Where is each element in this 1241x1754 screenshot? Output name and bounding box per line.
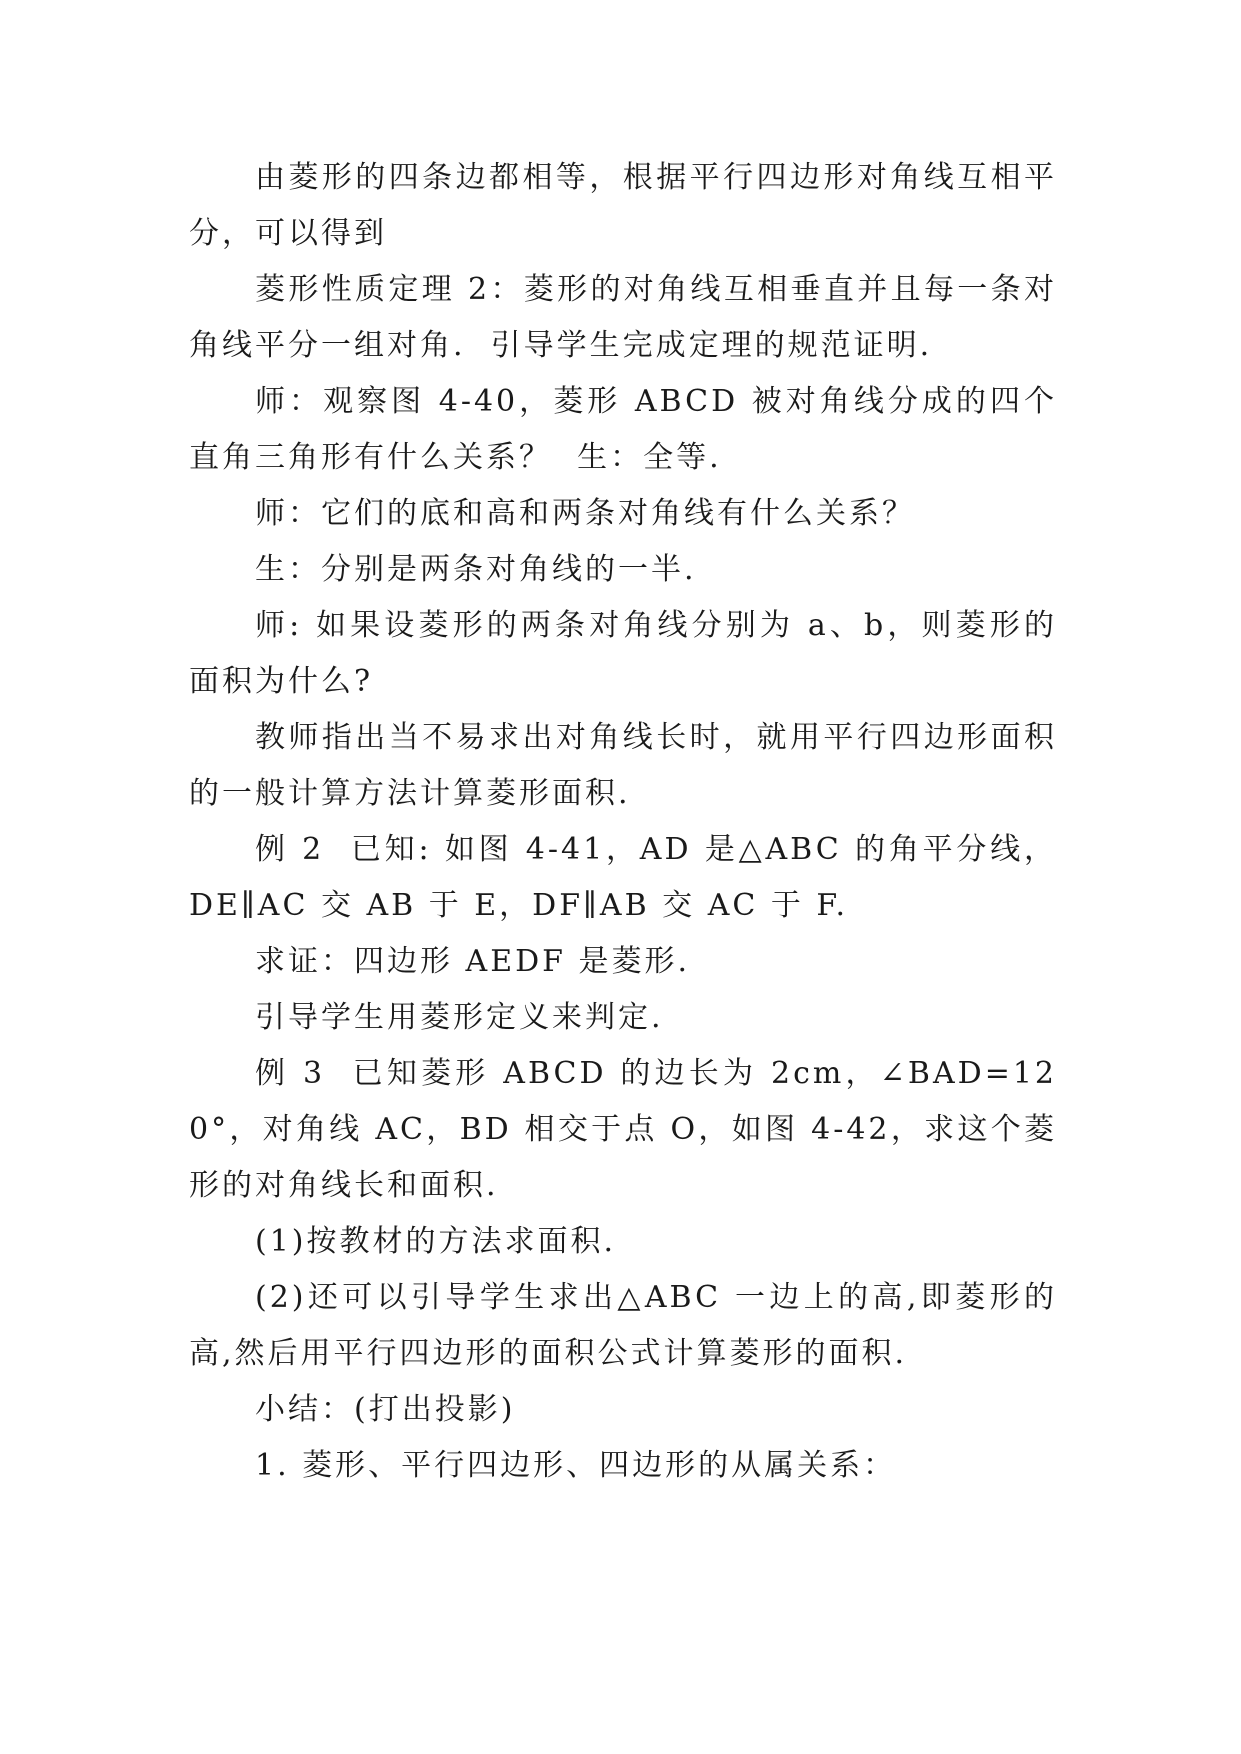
paragraph: 生：分别是两条对角线的一半. <box>255 552 697 587</box>
paragraph: 师: 如果设菱形的两条对角线分别为 a、b，则菱形的面积为什么? <box>189 608 1057 699</box>
document-body <box>189 150 1057 1494</box>
paragraph: 师：它们的底和高和两条对角线有什么关系？ <box>255 496 915 531</box>
paragraph: 求证：四边形 AEDF 是菱形. <box>255 944 691 979</box>
paragraph: 例 2 已知: 如图 4-41，AD 是△ABC 的角平分线，DE∥AC 交 AB 于 E，DF∥AB 交 AC 于 F. <box>189 832 1057 923</box>
paragraph: 小结：(打出投影) <box>255 1392 516 1427</box>
paragraph: 教师指出当不易求出对角线长时，就用平行四边形面积的一般计算方法计算菱形面积. <box>189 720 1057 811</box>
paragraph: 由菱形的四条边都相等，根据平行四边形对角线互相平分，可以得到 <box>189 160 1057 251</box>
paragraph: (1)按教材的方法求面积. <box>255 1224 617 1259</box>
paragraph: 例 3 已知菱形 ABCD 的边长为 2cm，∠BAD=120°，对角线 AC，BD 相交于点 O，如图 4-42，求这个菱形的对角线长和面积. <box>189 1056 1057 1203</box>
paragraph: 师：观察图 4-40，菱形 ABCD 被对角线分成的四个直角三角形有什么关系？ 生：全等. <box>189 384 1057 475</box>
paragraph: 引导学生用菱形定义来判定. <box>255 1000 664 1035</box>
paragraph: 1. 菱形、平行四边形、四边形的从属关系： <box>255 1448 897 1483</box>
paragraph: 菱形性质定理 2：菱形的对角线互相垂直并且每一条对角线平分一组对角. 引导学生完成定理的规范证明. <box>189 272 1057 363</box>
paragraph: (2)还可以引导学生求出△ABC 一边上的高,即菱形的高,然后用平行四边形的面积公式计算菱形的面积. <box>189 1280 1057 1371</box>
